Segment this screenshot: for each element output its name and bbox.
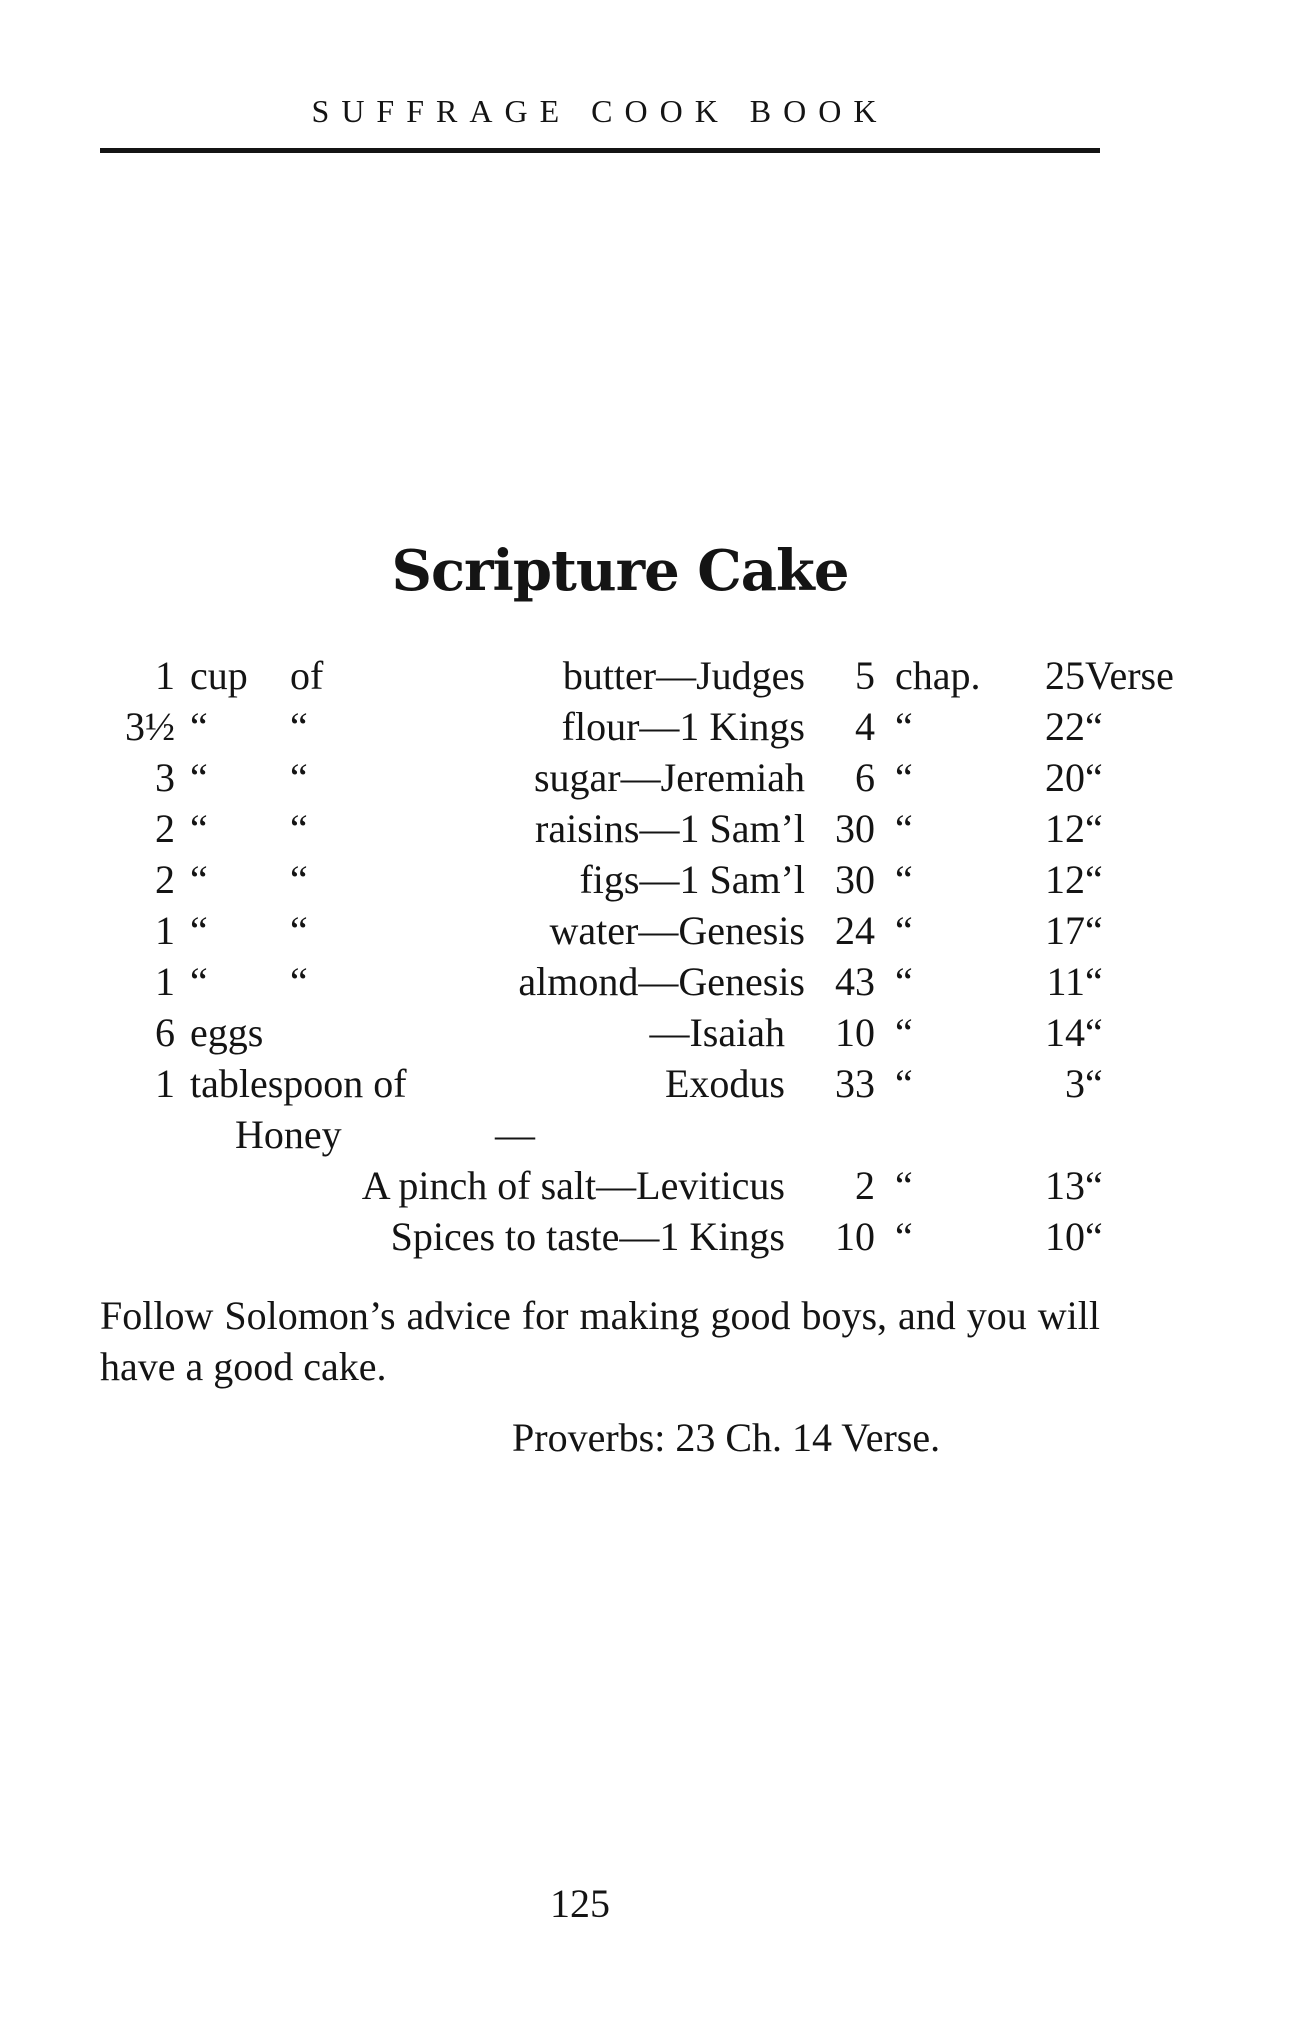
chapter-number: 2 [855, 1163, 875, 1208]
header-rule [100, 148, 1100, 153]
ingredient-row [95, 752, 1115, 803]
ingredient-row-honey [95, 1058, 1115, 1109]
chapter-number: 30 [835, 857, 875, 902]
ingredient-unit: “ [190, 806, 208, 851]
verse-number: 22 [1045, 704, 1085, 749]
ingredient-dash: — [495, 1112, 535, 1157]
ingredient-row [95, 854, 1115, 905]
ingredient-unit: “ [190, 704, 208, 749]
chapter-number: 4 [855, 704, 875, 749]
ingredient-reference: sugar—Jeremiah [533, 755, 805, 800]
ingredient-reference: —Isaiah [649, 1010, 785, 1055]
page-number: 125 [550, 1881, 610, 1926]
ingredient-of: “ [290, 806, 308, 851]
verse-label: “ [1085, 1163, 1103, 1208]
verse-number: 17 [1045, 908, 1085, 953]
verse-number: 12 [1045, 806, 1085, 851]
ingredient-item: eggs [190, 1010, 264, 1055]
chapter-number: 30 [835, 806, 875, 851]
chapter-label: chap. [895, 653, 981, 698]
ingredient-item: tablespoon of [190, 1061, 407, 1106]
verse-label: “ [1085, 755, 1103, 800]
chapter-label: “ [895, 1214, 913, 1259]
ingredient-reference: water—Genesis [549, 908, 805, 953]
ingredient-row-honey-cont [95, 1109, 1115, 1160]
ingredient-row [95, 956, 1115, 1007]
ingredient-reference: Exodus [665, 1061, 785, 1106]
ingredient-row [95, 905, 1115, 956]
chapter-number: 10 [835, 1010, 875, 1055]
ingredient-of: “ [290, 704, 308, 749]
ingredient-quantity: 2 [155, 857, 175, 902]
verse-label: Verse [1085, 653, 1174, 698]
ingredient-item-continued: Honey [235, 1112, 342, 1157]
ingredient-quantity: 2 [155, 806, 175, 851]
verse-number: 11 [1046, 959, 1085, 1004]
verse-label: “ [1085, 806, 1103, 851]
chapter-label: “ [895, 1061, 913, 1106]
advice-paragraph: Follow Solomon’s advice for making good boys, and you will have a good cake. [100, 1293, 1100, 1389]
chapter-number: 24 [835, 908, 875, 953]
verse-number: 10 [1045, 1214, 1085, 1259]
ingredient-row-salt [95, 1160, 1115, 1211]
chapter-label: “ [895, 806, 913, 851]
verse-label: “ [1085, 1061, 1103, 1106]
ingredient-row [95, 701, 1115, 752]
verse-label: “ [1085, 1214, 1103, 1259]
ingredient-row-spices [95, 1211, 1115, 1262]
verse-number: 12 [1045, 857, 1085, 902]
verse-number: 3 [1065, 1061, 1085, 1106]
verse-number: 13 [1045, 1163, 1085, 1208]
ingredient-unit: “ [190, 857, 208, 902]
ingredient-quantity: 3½ [125, 704, 175, 749]
chapter-label: “ [895, 908, 913, 953]
verse-label: “ [1085, 959, 1103, 1004]
ingredient-quantity: 3 [155, 755, 175, 800]
ingredient-list [95, 650, 1174, 1262]
ingredient-unit: “ [190, 959, 208, 1004]
ingredient-of: “ [290, 755, 308, 800]
ingredient-of: “ [290, 959, 308, 1004]
verse-number: 20 [1045, 755, 1085, 800]
ingredient-quantity: 1 [155, 1061, 175, 1106]
verse-label: “ [1085, 1010, 1103, 1055]
running-head: SUFFRAGE COOK BOOK [311, 93, 889, 129]
ingredient-quantity: 1 [155, 908, 175, 953]
ingredient-reference: raisins—1 Sam’l [535, 806, 805, 851]
ingredient-row [95, 650, 1174, 701]
ingredient-of: “ [290, 857, 308, 902]
ingredient-quantity: 1 [155, 653, 175, 698]
citation: Proverbs: 23 Ch. 14 Verse. [512, 1415, 941, 1460]
ingredient-of: of [290, 653, 324, 698]
ingredient-reference: Spices to taste—1 Kings [390, 1214, 785, 1259]
chapter-label: “ [895, 1010, 913, 1055]
verse-number: 14 [1045, 1010, 1085, 1055]
ingredient-unit: cup [190, 653, 248, 698]
chapter-number: 33 [835, 1061, 875, 1106]
ingredient-unit: “ [190, 755, 208, 800]
verse-label: “ [1085, 857, 1103, 902]
chapter-number: 43 [835, 959, 875, 1004]
ingredient-row-eggs [95, 1007, 1115, 1058]
ingredient-row [95, 803, 1115, 854]
recipe-title: Scripture Cake [391, 538, 849, 604]
ingredient-quantity: 6 [155, 1010, 175, 1055]
verse-label: “ [1085, 908, 1103, 953]
ingredient-reference: butter—Judges [562, 653, 805, 698]
chapter-label: “ [895, 857, 913, 902]
chapter-label: “ [895, 704, 913, 749]
ingredient-reference: A pinch of salt—Leviticus [361, 1163, 785, 1208]
chapter-label: “ [895, 959, 913, 1004]
ingredient-quantity: 1 [155, 959, 175, 1004]
ingredient-of: “ [290, 908, 308, 953]
ingredient-reference: almond—Genesis [518, 959, 805, 1004]
ingredient-unit: “ [190, 908, 208, 953]
ingredient-reference: flour—1 Kings [561, 704, 805, 749]
chapter-number: 6 [855, 755, 875, 800]
ingredient-reference: figs—1 Sam’l [579, 857, 805, 902]
verse-label: “ [1085, 704, 1103, 749]
verse-number: 25 [1045, 653, 1085, 698]
chapter-label: “ [895, 1163, 913, 1208]
chapter-number: 10 [835, 1214, 875, 1259]
chapter-number: 5 [855, 653, 875, 698]
chapter-label: “ [895, 755, 913, 800]
